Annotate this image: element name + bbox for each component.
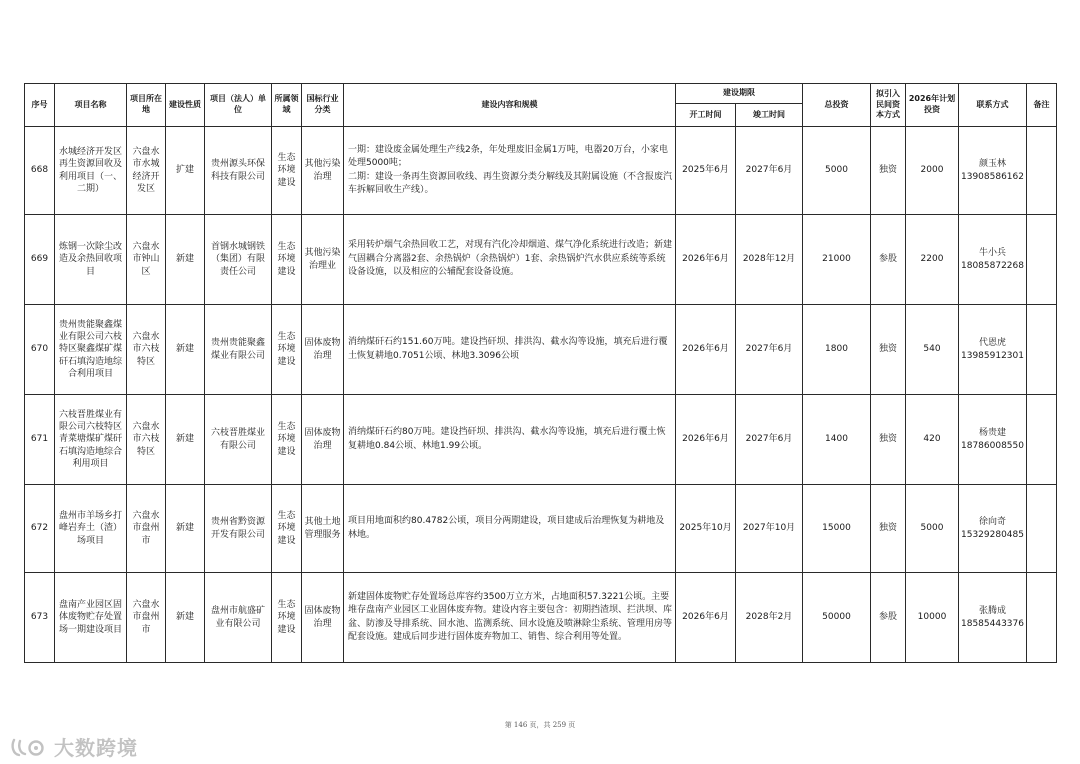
cell-remark [1027,127,1057,215]
header-unit: 项目（法人）单位 [205,84,272,127]
cell-nature: 新建 [166,485,205,573]
header-name: 项目名称 [55,84,127,127]
cell-seq: 673 [25,573,55,663]
cell-location: 六盘水市水城经济开发区 [127,127,166,215]
cell-start: 2026年6月 [676,395,736,485]
cell-remark [1027,305,1057,395]
cell-industry: 固体废物治理 [302,573,344,663]
contact-name: 张腾成 [978,606,1006,617]
cell-location: 六盘水市钟山区 [127,215,166,305]
header-field: 所属领域 [272,84,302,127]
cell-unit: 首钢水城钢铁（集团）有限责任公司 [205,215,272,305]
cell-capital-mode: 独资 [871,127,906,215]
table-row [25,573,1057,663]
cell-plan-2026: 5000 [906,485,959,573]
header-start: 开工时间 [676,104,736,127]
cell-start: 2025年10月 [676,485,736,573]
contact-name: 牛小兵 [978,248,1006,259]
cell-industry: 固体废物治理 [302,305,344,395]
cell-investment: 1800 [803,305,871,395]
cell-remark [1027,395,1057,485]
cell-end: 2027年10月 [736,485,803,573]
page-number: 第 146 页，共 259 页 [504,721,576,729]
cell-seq: 670 [25,305,55,395]
cell-start: 2026年6月 [676,573,736,663]
cell-field: 生态环境建设 [272,573,302,663]
cell-remark [1027,485,1057,573]
cell-name: 盘南产业园区固体废物贮存处置场一期建设项目 [55,573,127,663]
cell-end: 2028年12月 [736,215,803,305]
cell-contact [959,127,1027,215]
cell-investment: 21000 [803,215,871,305]
cell-name: 六枝晋胜煤业有限公司六枝特区青菜塘煤矿煤矸石填沟造地综合利用项目 [55,395,127,485]
cell-capital-mode: 独资 [871,395,906,485]
cell-seq: 668 [25,127,55,215]
cell-seq: 671 [25,395,55,485]
contact-phone: 18786008550 [961,440,1024,451]
cell-content: 消纳煤矸石约151.60万吨。建设挡矸坝、排洪沟、截水沟等设施，填充后进行覆土恢复耕地0.7051公顷、林地3.3096公顷 [344,305,676,395]
cell-investment: 1400 [803,395,871,485]
table-row [25,215,1057,305]
header-remark: 备注 [1027,84,1057,127]
contact-name: 代恩虎 [978,338,1006,349]
cell-field: 生态环境建设 [272,305,302,395]
header-nature: 建设性质 [166,84,205,127]
header-period: 建设期限 [676,84,803,104]
cell-end: 2028年2月 [736,573,803,663]
cell-start: 2025年6月 [676,127,736,215]
watermark [10,732,138,761]
cell-industry: 其他污染治理 [302,127,344,215]
cell-end: 2027年6月 [736,305,803,395]
cell-plan-2026: 2200 [906,215,959,305]
table-row [25,305,1057,395]
contact-name: 杨贵建 [978,428,1006,439]
cell-field: 生态环境建设 [272,127,302,215]
cell-content: 一期：建设废金属处理生产线2条，年处理废旧金属1万吨，电器20万台，小家电处理5000吨； 二期：建设一条再生资源回收线、再生资源分类分解线及其附属设施（不含报废汽车拆解回收生产线）。 [344,127,676,215]
cell-name: 炼钢一次除尘改造及余热回收项目 [55,215,127,305]
header-capital-mode: 拟引入民间资本方式 [871,84,906,127]
cell-plan-2026: 10000 [906,573,959,663]
cell-nature: 新建 [166,395,205,485]
cell-location: 六盘水市六枝特区 [127,395,166,485]
table-row [25,127,1057,215]
cell-remark [1027,573,1057,663]
project-table [24,83,1057,663]
cell-field: 生态环境建设 [272,485,302,573]
cell-unit: 贵州省黔资源开发有限公司 [205,485,272,573]
cell-field: 生态环境建设 [272,215,302,305]
cell-industry: 固体废物治理 [302,395,344,485]
watermark-text: 大数跨境 [54,736,138,760]
cell-unit: 六枝晋胜煤业有限公司 [205,395,272,485]
cell-capital-mode: 独资 [871,485,906,573]
cell-name: 贵州贵能聚鑫煤业有限公司六枝特区聚鑫煤矿煤矸石填沟造地综合利用项目 [55,305,127,395]
watermark-logo-icon [10,736,50,758]
cell-location: 六盘水市盘州市 [127,485,166,573]
cell-contact [959,395,1027,485]
cell-content: 新建固体废物贮存处置场总库容约3500万立方米，占地面积57.3221公顷。主要堆存盘南产业园区工业固体废弃物。建设内容主要包含：初期挡渣坝、拦洪坝、库盆、防渗及导排系统、回水池、监测系统、回水设施及喷淋除尘系统、管理用房等配套设施。建成后同步进行固体废弃物加工、销售、综合利用等处置。 [344,573,676,663]
header-industry: 国标行业分类 [302,84,344,127]
contact-phone: 18085872268 [961,260,1024,271]
cell-contact [959,485,1027,573]
cell-content: 采用转炉烟气余热回收工艺，对现有汽化冷却烟道、煤气净化系统进行改造；新建气固耦合分离器2套、余热锅炉（余热锅炉）1套、余热锅炉汽水供应系统等系统设备设施，以及相应的公辅配套设备设施。 [344,215,676,305]
header-content: 建设内容和规模 [344,84,676,127]
cell-industry: 其他污染治理业 [302,215,344,305]
cell-contact [959,215,1027,305]
cell-location: 六盘水市盘州市 [127,573,166,663]
header-plan-2026: 2026年计划投资 [906,84,959,127]
cell-start: 2026年6月 [676,215,736,305]
cell-content: 消纳煤矸石约80万吨。建设挡矸坝、排洪沟、截水沟等设施，填充后进行覆土恢复耕地0.84公顷、林地1.99公顷。 [344,395,676,485]
cell-unit: 盘州市航盛矿业有限公司 [205,573,272,663]
cell-capital-mode: 参股 [871,215,906,305]
contact-name: 徐向奇 [978,517,1006,528]
cell-name: 水城经济开发区再生资源回收及利用项目（一、二期） [55,127,127,215]
cell-end: 2027年6月 [736,395,803,485]
cell-nature: 新建 [166,215,205,305]
cell-unit: 贵州源头环保科技有限公司 [205,127,272,215]
table-row [25,395,1057,485]
cell-location: 六盘水市六枝特区 [127,305,166,395]
header-row [25,84,1057,104]
cell-field: 生态环境建设 [272,395,302,485]
cell-remark [1027,215,1057,305]
cell-seq: 669 [25,215,55,305]
header-location: 项目所在地 [127,84,166,127]
header-contact: 联系方式 [959,84,1027,127]
cell-unit: 贵州贵能聚鑫煤业有限公司 [205,305,272,395]
cell-industry: 其他土地管理服务 [302,485,344,573]
cell-investment: 5000 [803,127,871,215]
contact-phone: 13985912301 [961,350,1024,361]
cell-capital-mode: 独资 [871,305,906,395]
contact-phone: 13908586162 [961,171,1024,182]
contact-phone: 18585443376 [961,618,1024,629]
cell-name: 盘州市羊场乡打峰岩弃土（渣）场项目 [55,485,127,573]
cell-plan-2026: 420 [906,395,959,485]
contact-name: 颜玉林 [978,159,1006,170]
header-seq: 序号 [25,84,55,127]
cell-nature: 新建 [166,305,205,395]
header-investment: 总投资 [803,84,871,127]
cell-contact [959,305,1027,395]
cell-start: 2026年6月 [676,305,736,395]
cell-investment: 50000 [803,573,871,663]
cell-capital-mode: 参股 [871,573,906,663]
cell-nature: 新建 [166,573,205,663]
table-row [25,485,1057,573]
cell-end: 2027年6月 [736,127,803,215]
cell-investment: 15000 [803,485,871,573]
header-end: 竣工时间 [736,104,803,127]
cell-nature: 扩建 [166,127,205,215]
cell-plan-2026: 2000 [906,127,959,215]
cell-plan-2026: 540 [906,305,959,395]
contact-phone: 15329280485 [961,529,1024,540]
cell-seq: 672 [25,485,55,573]
cell-content: 项目用地面积约80.4782公顷，项目分两期建设，项目建成后治理恢复为耕地及林地。 [344,485,676,573]
cell-contact [959,573,1027,663]
